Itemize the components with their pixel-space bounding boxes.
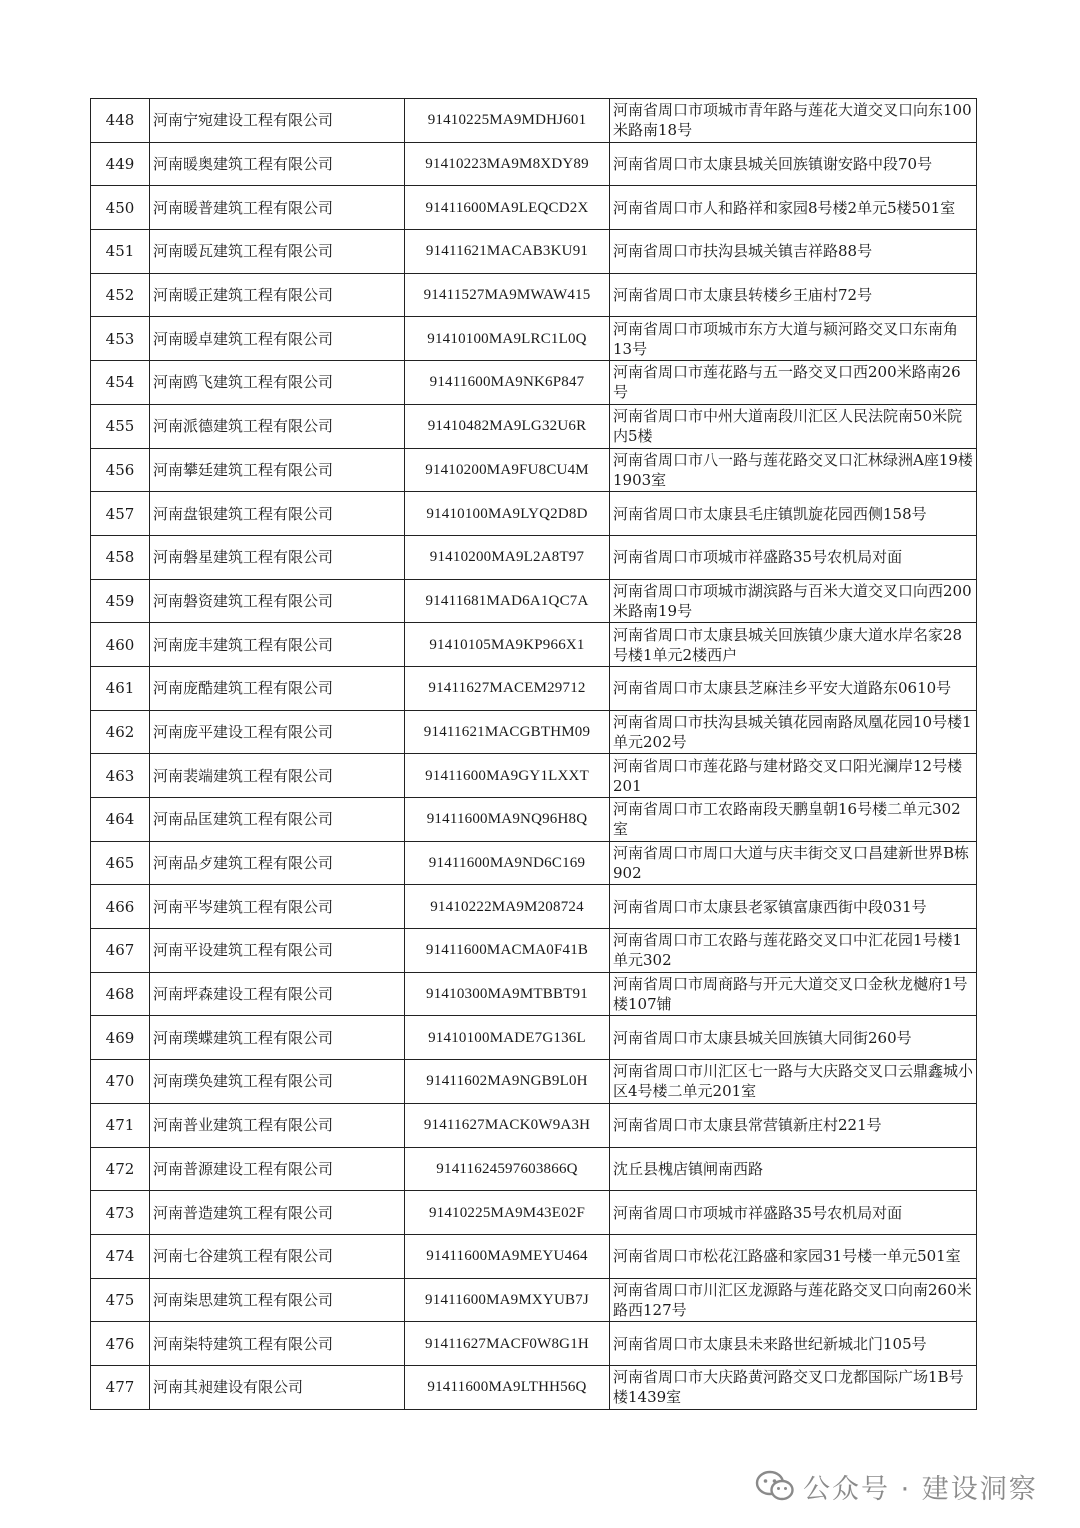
credit-code: 91411600MACMA0F41B (405, 929, 610, 973)
credit-code: 91411621MACAB3KU91 (405, 230, 610, 274)
company-name: 河南暖正建筑工程有限公司 (150, 273, 405, 317)
company-name: 河南普业建筑工程有限公司 (150, 1103, 405, 1147)
row-index: 473 (91, 1191, 150, 1235)
row-index: 453 (91, 317, 150, 361)
company-address: 河南省周口市八一路与莲花路交叉口汇林绿洲A座19楼1903室 (610, 448, 977, 492)
company-name: 河南庞平建设工程有限公司 (150, 710, 405, 754)
company-name: 河南平设建筑工程有限公司 (150, 929, 405, 973)
table-row (91, 623, 977, 667)
row-index: 449 (91, 142, 150, 186)
credit-code: 91410105MA9KP966X1 (405, 623, 610, 667)
table-row (91, 492, 977, 536)
company-address: 河南省周口市太康县未来路世纪新城北门105号 (610, 1322, 977, 1366)
company-name: 河南品歺建筑工程有限公司 (150, 841, 405, 885)
table-row (91, 1365, 977, 1409)
company-address: 沈丘县槐店镇闸南西路 (610, 1147, 977, 1191)
company-name: 河南柒特建筑工程有限公司 (150, 1322, 405, 1366)
credit-code: 91411600MA9MXYUB7J (405, 1278, 610, 1322)
row-index: 448 (91, 99, 150, 143)
credit-code: 91411600MA9GY1LXXT (405, 754, 610, 798)
row-index: 476 (91, 1322, 150, 1366)
wechat-watermark (755, 1466, 1038, 1506)
row-index: 455 (91, 404, 150, 448)
row-index: 456 (91, 448, 150, 492)
company-name: 河南品匡建筑工程有限公司 (150, 798, 405, 842)
company-address: 河南省周口市周商路与开元大道交叉口金秋龙樾府1号楼107铺 (610, 972, 977, 1016)
company-name: 河南其昶建设有限公司 (150, 1365, 405, 1409)
company-name: 河南暖卓建筑工程有限公司 (150, 317, 405, 361)
row-index: 461 (91, 666, 150, 710)
company-name: 河南璞奂建筑工程有限公司 (150, 1060, 405, 1104)
table-row (91, 142, 977, 186)
row-index: 475 (91, 1278, 150, 1322)
company-address: 河南省周口市太康县毛庄镇凯旋花园西侧158号 (610, 492, 977, 536)
company-address: 河南省周口市中州大道南段川汇区人民法院南50米院内5楼 (610, 404, 977, 448)
row-index: 471 (91, 1103, 150, 1147)
company-name: 河南鸥飞建筑工程有限公司 (150, 361, 405, 405)
company-address: 河南省周口市川汇区龙源路与莲花路交叉口向南260米路西127号 (610, 1278, 977, 1322)
table-row (91, 1016, 977, 1060)
credit-code: 91410100MA9LYQ2D8D (405, 492, 610, 536)
table-row (91, 317, 977, 361)
credit-code: 91410100MADE7G136L (405, 1016, 610, 1060)
company-name: 河南柒思建筑工程有限公司 (150, 1278, 405, 1322)
credit-code: 91410225MA9MDHJ601 (405, 99, 610, 143)
row-index: 463 (91, 754, 150, 798)
company-name: 河南攀廷建筑工程有限公司 (150, 448, 405, 492)
company-address: 河南省周口市莲花路与五一路交叉口西200米路南26号 (610, 361, 977, 405)
credit-code: 91411624597603866Q (405, 1147, 610, 1191)
table-row (91, 230, 977, 274)
table-row (91, 1060, 977, 1104)
credit-code: 91410200MA9L2A8T97 (405, 535, 610, 579)
company-registry-table (90, 98, 977, 1410)
credit-code: 91411600MA9MEYU464 (405, 1234, 610, 1278)
credit-code: 91410225MA9M43E02F (405, 1191, 610, 1235)
company-address: 河南省周口市周口大道与庆丰街交叉口昌建新世界B栋902 (610, 841, 977, 885)
company-name: 河南庞丰建筑工程有限公司 (150, 623, 405, 667)
table-row (91, 972, 977, 1016)
company-address: 河南省周口市项城市祥盛路35号农机局对面 (610, 535, 977, 579)
table-row (91, 1278, 977, 1322)
company-address: 河南省周口市大庆路黄河路交叉口龙都国际广场1B号楼1439室 (610, 1365, 977, 1409)
row-index: 466 (91, 885, 150, 929)
credit-code: 91411600MA9NQ96H8Q (405, 798, 610, 842)
company-name: 河南裴端建筑工程有限公司 (150, 754, 405, 798)
company-address: 河南省周口市松花江路盛和家园31号楼一单元501室 (610, 1234, 977, 1278)
table-row (91, 885, 977, 929)
row-index: 469 (91, 1016, 150, 1060)
credit-code: 91411600MA9LEQCD2X (405, 186, 610, 230)
company-name: 河南暖奥建筑工程有限公司 (150, 142, 405, 186)
credit-code: 91411681MAD6A1QC7A (405, 579, 610, 623)
company-name: 河南盘银建筑工程有限公司 (150, 492, 405, 536)
company-address: 河南省周口市工农路与莲花路交叉口中汇花园1号楼1单元302 (610, 929, 977, 973)
row-index: 465 (91, 841, 150, 885)
table-row (91, 1147, 977, 1191)
table-row (91, 273, 977, 317)
table-row (91, 1322, 977, 1366)
company-address: 河南省周口市莲花路与建材路交叉口阳光澜岸12号楼201 (610, 754, 977, 798)
row-index: 454 (91, 361, 150, 405)
credit-code: 91411600MA9NK6P847 (405, 361, 610, 405)
company-address: 河南省周口市项城市湖滨路与百米大道交叉口向西200米路南19号 (610, 579, 977, 623)
company-address: 河南省周口市太康县城关回族镇谢安路中段70号 (610, 142, 977, 186)
company-name: 河南平岑建筑工程有限公司 (150, 885, 405, 929)
credit-code: 91410482MA9LG32U6R (405, 404, 610, 448)
company-address: 河南省周口市太康县城关回族镇大同街260号 (610, 1016, 977, 1060)
table-row (91, 99, 977, 143)
table-row (91, 798, 977, 842)
row-index: 450 (91, 186, 150, 230)
row-index: 474 (91, 1234, 150, 1278)
table-row (91, 186, 977, 230)
company-name: 河南暖瓦建筑工程有限公司 (150, 230, 405, 274)
company-address: 河南省周口市太康县城关回族镇少康大道水岸名家28号楼1单元2楼西户 (610, 623, 977, 667)
row-index: 460 (91, 623, 150, 667)
table-row (91, 1103, 977, 1147)
company-address: 河南省周口市太康县转楼乡王庙村72号 (610, 273, 977, 317)
company-address: 河南省周口市川汇区七一路与大庆路交叉口云鼎鑫城小区4号楼二单元201室 (610, 1060, 977, 1104)
table-row (91, 666, 977, 710)
credit-code: 91410222MA9M208724 (405, 885, 610, 929)
row-index: 452 (91, 273, 150, 317)
table-row (91, 929, 977, 973)
company-address: 河南省周口市项城市东方大道与颍河路交叉口东南角13号 (610, 317, 977, 361)
credit-code: 91411621MACGBTHM09 (405, 710, 610, 754)
company-name: 河南磐资建筑工程有限公司 (150, 579, 405, 623)
row-index: 459 (91, 579, 150, 623)
company-address: 河南省周口市项城市祥盛路35号农机局对面 (610, 1191, 977, 1235)
row-index: 451 (91, 230, 150, 274)
table-row (91, 1234, 977, 1278)
table-row (91, 448, 977, 492)
company-name: 河南派德建筑工程有限公司 (150, 404, 405, 448)
credit-code: 91411627MACEM29712 (405, 666, 610, 710)
company-name: 河南普造建筑工程有限公司 (150, 1191, 405, 1235)
company-name: 河南庞酷建筑工程有限公司 (150, 666, 405, 710)
credit-code: 91410300MA9MTBBT91 (405, 972, 610, 1016)
company-address: 河南省周口市项城市青年路与莲花大道交叉口向东100米路南18号 (610, 99, 977, 143)
row-index: 457 (91, 492, 150, 536)
row-index: 458 (91, 535, 150, 579)
table-row (91, 535, 977, 579)
row-index: 464 (91, 798, 150, 842)
table-row (91, 710, 977, 754)
company-address: 河南省周口市太康县芝麻洼乡平安大道路东0610号 (610, 666, 977, 710)
company-name: 河南宁宛建设工程有限公司 (150, 99, 405, 143)
credit-code: 91410223MA9M8XDY89 (405, 142, 610, 186)
credit-code: 91411600MA9LTHH56Q (405, 1365, 610, 1409)
table-row (91, 404, 977, 448)
table-row (91, 1191, 977, 1235)
row-index: 477 (91, 1365, 150, 1409)
company-name: 河南璞蝶建筑工程有限公司 (150, 1016, 405, 1060)
table-row (91, 841, 977, 885)
company-name: 河南七谷建筑工程有限公司 (150, 1234, 405, 1278)
credit-code: 91411627MACK0W9A3H (405, 1103, 610, 1147)
company-address: 河南省周口市人和路祥和家园8号楼2单元5楼501室 (610, 186, 977, 230)
table-row (91, 579, 977, 623)
wechat-icon (755, 1470, 795, 1502)
credit-code: 91411602MA9NGB9L0H (405, 1060, 610, 1104)
credit-code: 91411600MA9ND6C169 (405, 841, 610, 885)
row-index: 468 (91, 972, 150, 1016)
company-address: 河南省周口市工农路南段天鹏皇朝16号楼二单元302室 (610, 798, 977, 842)
credit-code: 91410100MA9LRC1L0Q (405, 317, 610, 361)
company-address: 河南省周口市扶沟县城关镇吉祥路88号 (610, 230, 977, 274)
table-row (91, 754, 977, 798)
company-name: 河南坪森建设工程有限公司 (150, 972, 405, 1016)
watermark-text: 公众号 · 建设洞察 (803, 1473, 1038, 1505)
company-address: 河南省周口市扶沟县城关镇花园南路凤凰花园10号楼1单元202号 (610, 710, 977, 754)
credit-code: 91411527MA9MWAW415 (405, 273, 610, 317)
row-index: 470 (91, 1060, 150, 1104)
row-index: 462 (91, 710, 150, 754)
company-name: 河南暖普建筑工程有限公司 (150, 186, 405, 230)
row-index: 472 (91, 1147, 150, 1191)
company-name: 河南磐星建筑工程有限公司 (150, 535, 405, 579)
row-index: 467 (91, 929, 150, 973)
company-address: 河南省周口市太康县老冢镇富康西街中段031号 (610, 885, 977, 929)
table-row (91, 361, 977, 405)
company-name: 河南普源建设工程有限公司 (150, 1147, 405, 1191)
credit-code: 91410200MA9FU8CU4M (405, 448, 610, 492)
company-address: 河南省周口市太康县常营镇新庄村221号 (610, 1103, 977, 1147)
credit-code: 91411627MACF0W8G1H (405, 1322, 610, 1366)
